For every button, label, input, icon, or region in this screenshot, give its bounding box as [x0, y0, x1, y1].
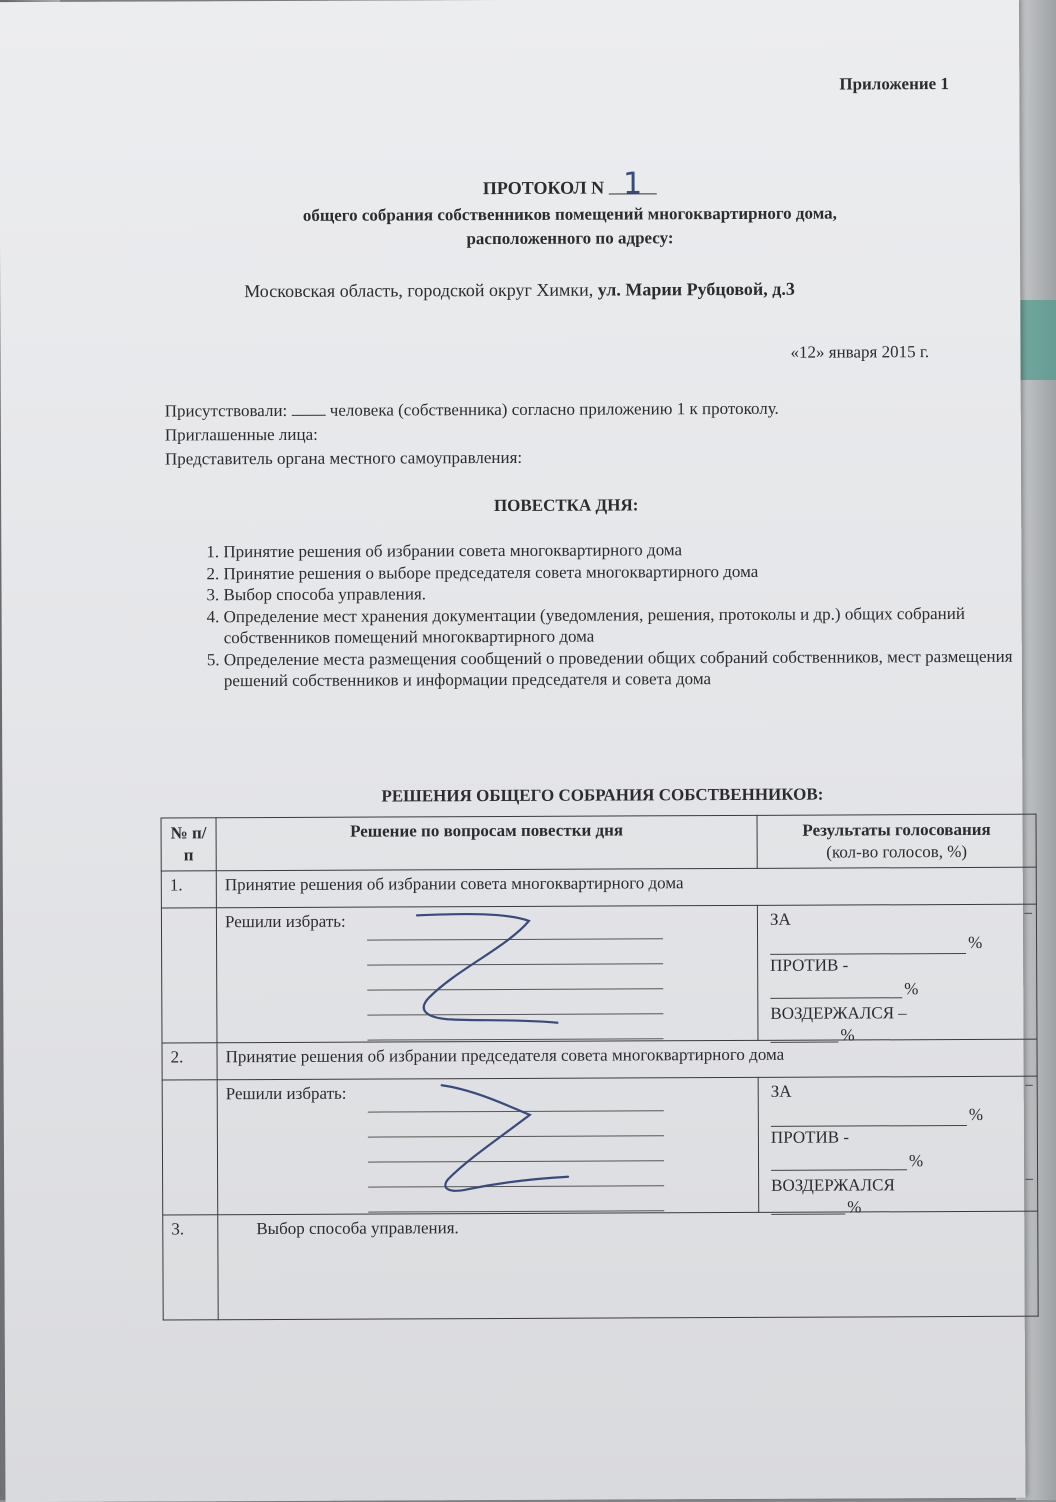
header-results: [757, 814, 1036, 868]
protocol-number: 1: [609, 175, 657, 194]
table-row: [162, 1076, 1038, 1215]
vote-against-label: ПРОТИВ -: [770, 1127, 850, 1147]
decision-cell: [216, 905, 758, 1042]
decided-label: Решили избрать:: [225, 1083, 347, 1104]
decisions-table: [161, 814, 1039, 1321]
vote-results: [766, 904, 1032, 1045]
row-title: Принятие решения об избрании совета многоквартирного дома: [216, 867, 1036, 908]
agenda-item: 2. Принятие решения о выборе председателя совета многоквартирного дома: [223, 559, 1023, 584]
appendix-label: Приложение 1: [839, 74, 949, 94]
row-num: 3.: [163, 1215, 218, 1320]
header-decision: Решение по вопросам повестки дня: [216, 815, 757, 870]
meeting-date: «12» января 2015 г.: [790, 342, 930, 362]
protocol-subtitle: [140, 201, 1000, 253]
vote-against-pct: %: [904, 979, 919, 999]
vote-results: [767, 1076, 1034, 1217]
row-num-empty: [161, 908, 217, 1043]
table-row: [163, 1211, 1038, 1320]
subtitle-line-2: расположенного по адресу:: [466, 228, 674, 249]
row-num: 2.: [162, 1043, 217, 1080]
handwritten-z-scribble: [358, 1079, 599, 1205]
agenda-item: 4. Определение мест хранения документации (уведомления, решения, протоколы и др.) общих собраний собственников помещений многоквартирного дома: [224, 602, 1024, 648]
decisions-title: РЕШЕНИЯ ОБЩЕГО СОБРАНИЯ СОБСТВЕННИКОВ:: [381, 784, 824, 806]
representative-line: Представитель органа местного самоуправления:: [164, 447, 523, 469]
vote-cell: [758, 1076, 1038, 1217]
agenda-item: 5. Определение места размещения сообщений о проведении общих собраний собственников, мест размещения решений собственников и информации председателя и совета дома: [224, 645, 1024, 691]
vote-for-line: [771, 1103, 967, 1127]
header-results-title: Результаты голосования: [802, 819, 991, 840]
protocol-title: [0, 166, 1056, 202]
background-green-object: [1016, 300, 1056, 380]
subtitle-line-1: общего собрания собственников помещений многоквартирного дома,: [302, 203, 837, 225]
vote-dash: –: [1024, 904, 1032, 921]
table-header-row: [161, 814, 1036, 871]
vote-for-pct: %: [968, 1104, 984, 1124]
attendance-block: [165, 397, 779, 472]
table-row: [161, 867, 1036, 908]
vote-against-line: [770, 977, 902, 999]
vote-dash: –: [1025, 1170, 1034, 1187]
present-prefix: Присутствовали:: [164, 400, 288, 421]
row-num: 1.: [161, 871, 216, 908]
present-line: [165, 397, 779, 424]
vote-abstain-pct: %: [840, 1025, 855, 1045]
agenda-title: ПОВЕСТКА ДНЯ:: [493, 495, 639, 516]
handwritten-z-scribble: [357, 907, 598, 1033]
vote-for-pct: %: [968, 932, 983, 952]
invited-line: Приглашенные лица:: [164, 424, 318, 445]
table-row: [162, 1039, 1037, 1080]
vote-against-label: ПРОТИВ -: [770, 955, 849, 975]
header-num: № п/п: [161, 818, 216, 871]
vote-abstain-label: ВОЗДЕРЖАЛСЯ: [771, 1175, 895, 1195]
address-region: Московская область, городской округ Химки,: [244, 279, 594, 302]
agenda-item: 3. Выбор способа управления.: [223, 581, 1023, 606]
decision-cell: [217, 1077, 759, 1214]
address-street: ул. Марии Рубцовой, д.3: [597, 278, 795, 300]
protocol-label: ПРОТОКОЛ N: [482, 177, 605, 199]
row-num-empty: [162, 1080, 218, 1215]
address: [244, 279, 795, 302]
agenda-item: 1. Принятие решения об избрании совета многоквартирного дома: [223, 538, 1023, 563]
header-results-sub: (кол-во голосов, %): [826, 841, 968, 862]
vote-dash: –: [1025, 1076, 1033, 1093]
vote-abstain-label: ВОЗДЕРЖАЛСЯ –: [770, 1003, 907, 1023]
row-title: Принятие решения об избрании председателя совета многоквартирного дома: [217, 1039, 1037, 1080]
row-title: Выбор способа управления.: [218, 1211, 1038, 1320]
present-suffix: человека (собственника) согласно приложению 1 к протоколу.: [329, 398, 779, 420]
vote-abstain-line: [771, 1196, 845, 1215]
vote-abstain-line: [770, 1024, 838, 1043]
vote-for-label: ЗА: [770, 1081, 792, 1101]
decided-label: Решили избрать:: [224, 911, 346, 932]
vote-cell: [757, 904, 1037, 1045]
vote-against-line: [771, 1149, 907, 1171]
vote-for-line: [770, 931, 966, 955]
present-count-blank: [292, 415, 326, 416]
agenda-list: [197, 538, 1024, 692]
vote-for-label: ЗА: [769, 909, 791, 929]
table-row: [161, 904, 1037, 1043]
vote-abstain-pct: %: [847, 1197, 862, 1217]
vote-against-pct: %: [908, 1151, 924, 1171]
